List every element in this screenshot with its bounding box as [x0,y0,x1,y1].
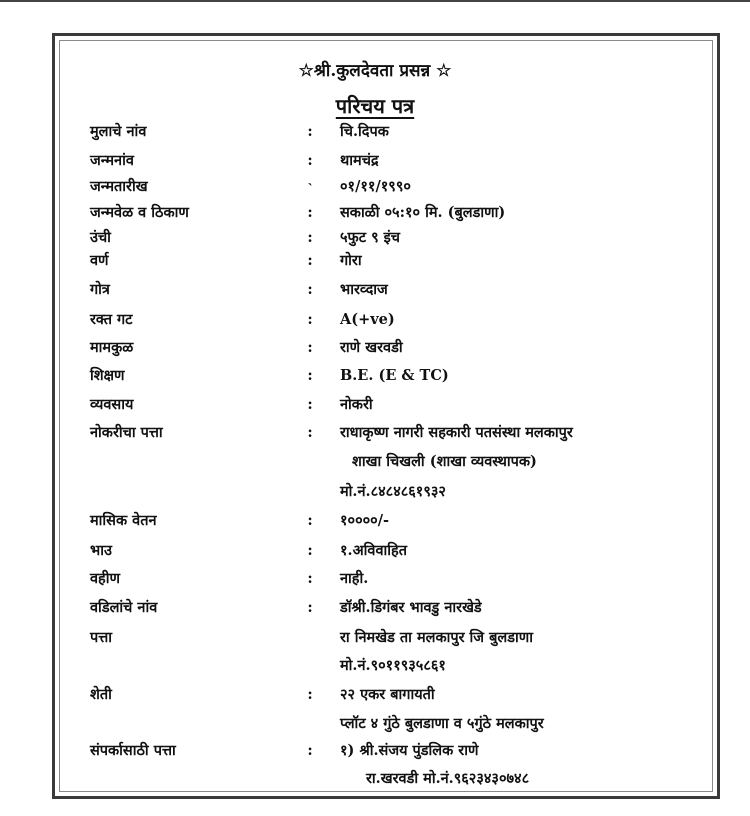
field-row-monthly-salary [0,508,750,534]
field-row-work-address-cont [0,449,750,475]
field-colon: : [307,339,313,356]
field-label: रक्त गट [90,311,133,328]
field-row-work-phone [0,479,750,505]
document-title [0,92,750,119]
field-row-birth-date [0,174,750,200]
field-label: मुलाचे नांव [90,123,147,140]
field-row-occupation [0,392,750,418]
field-colon: : [307,599,313,616]
field-row-birth-time-place [0,200,750,226]
field-row-maternal-family [0,335,750,361]
field-value: १) श्री.संजय पुंडलिक राणे [340,742,479,759]
field-colon: : [307,204,313,221]
field-label: मामकुळ [90,339,134,356]
field-row-sister [0,566,750,592]
field-value: १.अविवाहित [340,542,408,559]
field-value: रा.खरवडी मो.नं.९६२३४३०७४८ [366,770,530,787]
field-value: मो.नं.८४८४८६१९३२ [340,483,446,500]
field-label: जन्मवेळ व ठिकाण [90,204,189,221]
field-value: थामचंद्र [340,152,379,169]
field-colon: : [307,396,313,413]
field-row-contact-phone [0,766,750,792]
field-value: ५फुट ९ इंच [340,229,400,246]
field-label: उंची [90,229,111,246]
field-colon: : [307,229,313,246]
field-value: रा निमखेड ता मलकापुर जि बुलडाणा [340,629,533,646]
field-value: चि.दिपक [340,123,389,140]
field-label: वहीण [90,570,121,587]
field-label: भाउ [90,542,112,559]
field-label: पत्ता [90,629,113,646]
field-row-education [0,363,750,389]
field-row-blood-group [0,307,750,333]
field-value: प्लॉट ४ गुंठे बुलडाणा व ५गुंठे मलकापुर [340,715,544,732]
field-value: B.E. (E & TC) [340,367,449,384]
field-row-work-address [0,420,750,446]
field-colon: : [307,311,313,328]
field-colon: : [307,542,313,559]
field-colon: : [307,742,313,759]
field-colon: : [307,512,313,529]
field-value: ०१/११/१९९० [340,178,411,195]
field-row-brother [0,538,750,564]
field-value: शाखा चिखली (शाखा व्यवस्थापक) [352,453,537,470]
field-value: २२ एकर बागायती [340,686,435,703]
field-value: राधाकृष्ण नागरी सहकारी पतसंस्था मलकापुर [340,424,573,441]
field-label: गोत्र [90,281,110,298]
field-value: नाही. [340,570,369,587]
field-row-contact-address [0,738,750,764]
field-row-birth-name [0,148,750,174]
field-row-address-phone [0,653,750,679]
field-label: मासिक वेतन [90,512,157,529]
field-row-farm [0,682,750,708]
field-value: नोकरी [340,396,373,413]
field-label: शेती [90,686,112,703]
top-border-line [0,0,750,2]
field-label: वडिलांचे नांव [90,599,158,616]
field-row-complexion [0,248,750,274]
field-label: जन्मतारीख [90,178,148,195]
field-value: राणे खरवडी [340,339,403,356]
field-label: वर्ण [90,252,109,269]
field-label: व्यवसाय [90,396,134,413]
field-label: जन्मनांव [90,152,134,169]
field-colon: : [307,570,313,587]
field-colon: ˴ [307,174,313,191]
field-colon: : [307,281,313,298]
field-colon: : [307,152,313,169]
invocation-line: ☆श्री.कुलदेवता प्रसन्न ☆ [298,61,452,81]
field-colon: : [307,424,313,441]
field-value: A(+ve) [340,311,395,328]
field-row-father-name [0,595,750,621]
field-value: सकाळी ०५:१० मि. (बुलडाणा) [340,204,506,221]
field-colon: : [307,123,313,140]
field-value: डॉश्री.डिगंबर भावडु नारखेडे [340,599,482,616]
field-colon: : [307,367,313,384]
field-colon: : [307,252,313,269]
field-label: नोकरीचा पत्ता [90,424,163,441]
field-value: भारव्दाज [340,281,388,298]
field-row-gotra [0,277,750,303]
field-value: १००००/- [340,512,390,529]
field-colon: : [307,686,313,703]
field-row-plots [0,711,750,737]
field-row-child-name [0,119,750,145]
field-row-address [0,625,750,651]
field-label: संपर्कासाठी पत्ता [90,742,176,759]
field-value: गोरा [340,252,362,269]
field-value: मो.नं.९०११९३५८६१ [340,657,446,674]
document-title-text: परिचय पत्र [335,94,415,118]
field-label: शिक्षण [90,367,125,384]
